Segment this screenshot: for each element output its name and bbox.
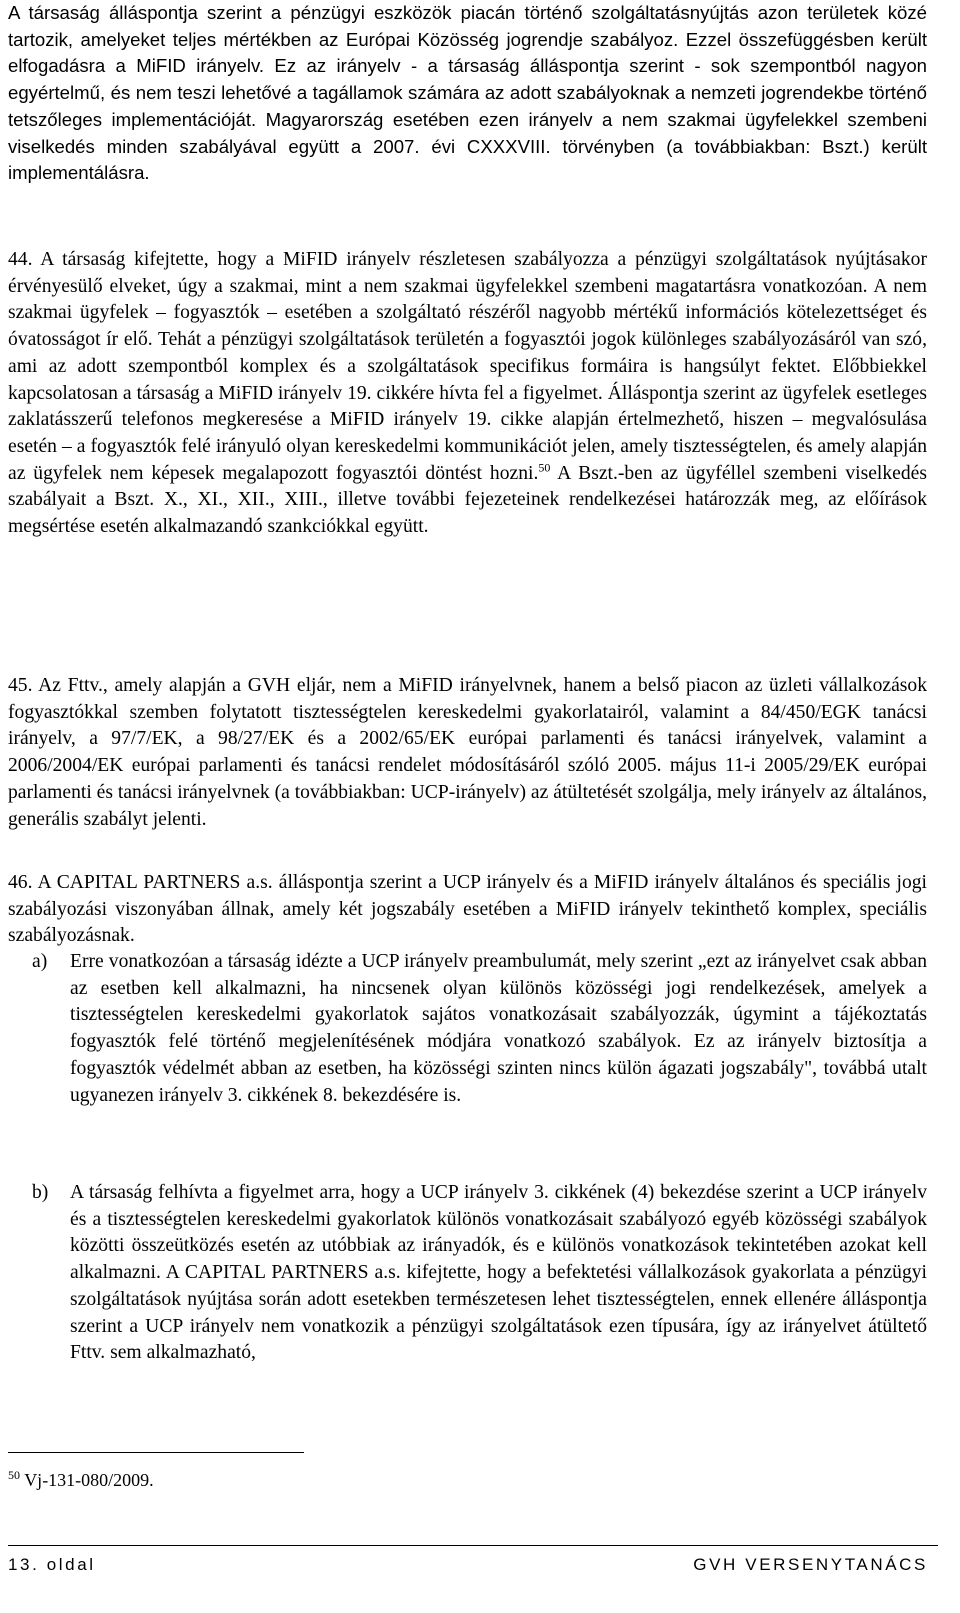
- footnote-number: 50: [8, 1468, 20, 1482]
- list-item-b: [32, 1180, 927, 1367]
- paragraph-46: 46. A CAPITAL PARTNERS a.s. álláspontja szerint a UCP irányelv és a MiFID irányelv általános és speciális jogi szabályozási viszonyában állnak, amely két jogszabály esetében a MiFID irányelv tekinthető komplex, speciális szabályozásnak.: [8, 872, 927, 947]
- page-number: 13. oldal: [8, 1555, 96, 1574]
- list-item-text: Erre vonatkozóan a társaság idézte a UCP irányelv preambulumát, mely szerint „ezt az irányelvet csak abban az esetben kell alkalmazni, ha nincsenek olyan különös közösségi jogi rendelkezések, amelyek a tisztességtelen kereskedelmi gyakorlatok sajátos vonatkozásait szabályozzák, úgymint a tájékoztatás fogyasztók felé történő megjelenítésének módjára vonatkozó szabályok. Ez az irányelv biztosítja a fogyasztók védelmét abban az esetben, ha közösségi szinten nincs külön ágazati jogszabály", továbbá utalt ugyanezen irányelv 3. cikkének 8. bekezdésére is.: [70, 951, 927, 1106]
- list-item-text: A társaság felhívta a figyelmet arra, hogy a UCP irányelv 3. cikkének (4) bekezdése szerint a UCP irányelv és a tisztességtelen kereskedelmi gyakorlatok különös vonatkozásait szabályozó egyéb közösségi szabályok közötti összeütközés esetén az utóbbiak az irányadók, és e különös vonatkozások tekintetében azokat kell alkalmazni. A CAPITAL PARTNERS a.s. kifejtette, hogy a befektetési vállalkozások gyakorlata a pénzügyi szolgáltatások nyújtása során adott esetekben természetesen lehet tisztességtelen, ennek ellenére álláspontja szerint a UCP irányelv nem vonatkozik a pénzügyi szolgáltatások ezen típusára, így az irányelvet átültető Fttv. sem alkalmazható,: [70, 1182, 927, 1364]
- footer-divider: [8, 1545, 938, 1546]
- paragraph-44: [8, 247, 927, 541]
- paragraph-44-text: 44. A társaság kifejtette, hogy a MiFID irányelv részletesen szabályozza a pénzügyi szolgáltatások nyújtásakor érvényesülő elveket, úgy a szakmai, mint a nem szakmai ügyfelekkel szembeni magatartásra vonatkozóan. A nem szakmai ügyfelek – fogyasztók – esetében a szolgáltató részéről nagyobb mértékű információs kötelezettséget és óvatosságot ír elő. Tehát a pénzügyi szolgáltatások területén a fogyasztói jogok különleges szabályozásáról van szó, ami az adott szempontból komplex és a szolgáltatások specifikus formáira is hangsúlyt fektet. Előbbiekkel kapcsolatosan a társaság a MiFID irányelv 19. cikkére hívta fel a figyelmet. Álláspontja szerint az ügyfelek esetleges zaklatásszerű telefonos megkeresése a MiFID irányelv 19. cikke alapján értelmezhető, hiszen – megvalósulása esetén – a fogyasztók felé irányuló olyan kereskedelmi kommunikációt jelen, amely tisztességtelen, és amely alapján az ügyfelek nem képesek megalapozott fogyasztói döntést hozni.: [8, 249, 927, 484]
- footnote: [8, 1470, 154, 1491]
- paragraph-45: 45. Az Fttv., amely alapján a GVH eljár, nem a MiFID irányelvnek, hanem a belső piacon az üzleti vállalkozások fogyasztókkal szemben folytatott tisztességtelen kereskedelmi gyakorlatairól, valamint a 84/450/EGK tanácsi irányelv, a 97/7/EK, a 98/27/EK és a 2002/65/EK európai parlamenti és tanácsi irányelvek, valamint a 2006/2004/EK európai parlamenti és tanácsi rendelet módosításáról szóló 2005. május 11-i 2005/29/EK európai parlamenti és tanácsi irányelvnek (a továbbiakban: UCP-irányelv) az átültetését szolgálja, mely irányelv az általános, generális szabályt jelenti.: [8, 675, 927, 830]
- footnote-divider: [8, 1452, 304, 1453]
- list-marker: a): [32, 951, 48, 972]
- paragraph-intro: A társaság álláspontja szerint a pénzügyi eszközök piacán történő szolgáltatásnyújtás azon területek közé tartozik, amelyeket teljes mértékben az Európai Közösség jogrendje szabályoz. Ezzel összefüggésben került elfogadásra a MiFID irányelv. Ez az irányelv - a társaság álláspontja szerint - sok szempontból nagyon egyértelmű, és nem teszi lehetővé a tagállamok számára az adott szabályoknak a nemzeti jogrendekbe történő tetszőleges implementációját. Magyarország esetében ezen irányelv a nem szakmai ügyfelekkel szembeni viselkedés minden szabályával együtt a 2007. évi CXXXVIII. törvényben (a továbbiakban: Bszt.) került implementálásra.: [8, 2, 927, 184]
- list-item-a: [32, 949, 927, 1109]
- paragraph-44-continuation: A Bszt.-ben az ügyféllel szembeni viselkedés szabályait a Bszt. X., XI., XII., XIII., illetve további fejezeteinek rendelkezései határozzák meg, az előírások megsértése esetén alkalmazandó szankciókkal együtt.: [8, 462, 927, 538]
- footnote-reference[interactable]: 50: [538, 460, 551, 475]
- list-marker: b): [32, 1182, 49, 1203]
- footnote-text: Vj-131-080/2009.: [24, 1470, 154, 1490]
- organization-name: GVH VERSENYTANÁCS: [693, 1555, 928, 1574]
